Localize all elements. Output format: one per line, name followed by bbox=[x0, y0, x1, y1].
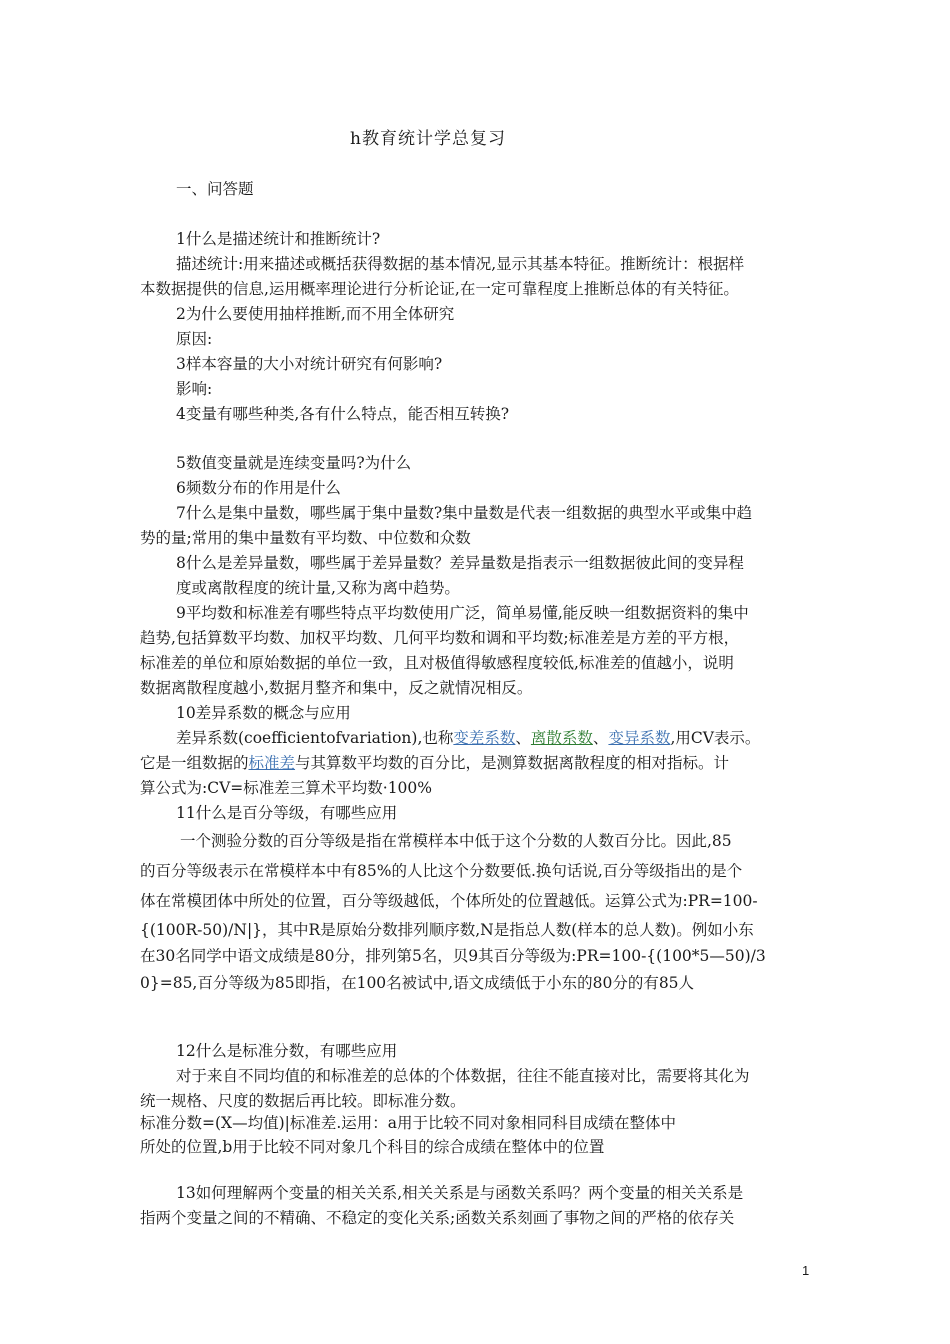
answer-line: 所处的位置,b用于比较不同对象几个科目的综合成绩在整体中的位置 bbox=[140, 1138, 605, 1156]
question-3: 3样本容量的大小对统计研究有何影响? bbox=[176, 355, 443, 373]
cv-definition-line bbox=[176, 727, 760, 749]
answer-line: 指两个变量之间的不精确、不稳定的变化关系;函数关系刻画了事物之间的严格的依存关 bbox=[140, 1209, 735, 1227]
answer-line: 原因: bbox=[176, 330, 213, 348]
question-12: 12什么是标准分数，有哪些应用 bbox=[176, 1042, 398, 1060]
page-title: h教育统计学总复习 bbox=[350, 129, 506, 149]
link-variation-coefficient[interactable]: 变差系数 bbox=[453, 729, 516, 747]
question-13: 13如何理解两个变量的相关关系,相关关系是与函数关系吗？两个变量的相关关系是 bbox=[176, 1184, 744, 1202]
cv-text: 它是一组数据的 bbox=[140, 754, 249, 772]
question-1: 1什么是描述统计和推断统计? bbox=[176, 230, 381, 248]
question-11: 11什么是百分等级，有哪些应用 bbox=[176, 804, 398, 822]
answer-line: 度或离散程度的统计量,又称为离中趋势。 bbox=[176, 579, 460, 597]
answer-line: 算公式为:CV=标准差三算术平均数·100% bbox=[140, 779, 433, 797]
answer-line: 一个测验分数的百分等级是指在常模样本中低于这个分数的人数百分比。因此,85 bbox=[180, 832, 732, 850]
answer-line: 的百分等级表示在常模样本中有85%的人比这个分数要低.换句话说,百分等级指出的是个 bbox=[140, 862, 743, 880]
separator: 、 bbox=[592, 729, 609, 747]
cv-text: 差异系数(coefficientofvariation),也称 bbox=[176, 729, 454, 747]
answer-line: 在30名同学中语文成绩是80分，排列第5名，贝9其百分等级为:PR=100-{(100*5—50)/3 bbox=[140, 947, 766, 965]
answer-line: 数据离散程度越小,数据月整齐和集中，反之就情况相反。 bbox=[140, 679, 533, 697]
link-standard-deviation[interactable]: 标准差 bbox=[248, 754, 296, 772]
page-number: 1 bbox=[802, 1263, 810, 1278]
answer-line: 描述统计:用来描述或概括获得数据的基本情况,显示其基本特征。推断统计：根据样 bbox=[176, 255, 745, 273]
answer-line: 本数据提供的信息,运用概率理论进行分析论证,在一定可靠程度上推断总体的有关特征。 bbox=[140, 280, 739, 298]
question-2: 2为什么要使用抽样推断,而不用全体研究 bbox=[176, 305, 455, 323]
cv-description-line bbox=[140, 752, 729, 774]
separator: 、 bbox=[515, 729, 531, 747]
link-coefficient-of-variation[interactable]: 变异系数 bbox=[608, 729, 671, 747]
answer-line: 影响: bbox=[176, 380, 213, 398]
question-6: 6频数分布的作用是什么 bbox=[176, 479, 341, 497]
cv-text: 与其算数平均数的百分比，是测算数据离散程度的相对指标。计 bbox=[295, 754, 730, 772]
answer-line: 体在常模团体中所处的位置，百分等级越低，个体所处的位置越低。运算公式为:PR=100- bbox=[140, 892, 758, 910]
answer-line: 0}=85,百分等级为85即指，在100名被试中,语文成绩低于小东的80分的有85人 bbox=[140, 974, 695, 992]
answer-line: 对于来自不同均值的和标准差的总体的个体数据，往往不能直接对比，需要将其化为 bbox=[176, 1067, 750, 1085]
link-dispersion-coefficient[interactable]: 离散系数 bbox=[530, 729, 593, 747]
answer-line: {(100R-50)/N|}，其中R是原始分数排列顺序数,N是指总人数(样本的总人数)。例如小东 bbox=[140, 921, 754, 939]
question-5: 5数值变量就是连续变量吗?为什么 bbox=[176, 454, 412, 472]
question-10: 10差异系数的概念与应用 bbox=[176, 704, 351, 722]
question-7: 7什么是集中量数，哪些属于集中量数?集中量数是代表一组数据的典型水平或集中趋 bbox=[176, 504, 753, 522]
answer-line: 统一规格、尺度的数据后再比较。即标准分数。 bbox=[140, 1092, 466, 1110]
question-9: 9平均数和标准差有哪些特点平均数使用广泛，简单易懂,能反映一组数据资料的集中 bbox=[176, 604, 749, 622]
answer-line: 趋势,包括算数平均数、加权平均数、几何平均数和调和平均数;标准差是方差的平方根， bbox=[140, 629, 740, 647]
answer-line: 标准分数=(X—均值)|标准差.运用：a用于比较不同对象相同科目成绩在整体中 bbox=[140, 1114, 677, 1132]
cv-text: ,用CV表示。 bbox=[670, 729, 761, 747]
answer-line: 标准差的单位和原始数据的单位一致，且对极值得敏感程度较低,标准差的值越小，说明 bbox=[140, 654, 734, 672]
section-heading: 一、问答题 bbox=[176, 180, 254, 198]
question-8: 8什么是差异量数，哪些属于差异量数？差异量数是指表示一组数据彼此间的变异程 bbox=[176, 554, 744, 572]
answer-line: 势的量;常用的集中量数有平均数、中位数和众数 bbox=[140, 529, 471, 547]
question-4: 4变量有哪些种类,各有什么特点，能否相互转换? bbox=[176, 405, 510, 423]
